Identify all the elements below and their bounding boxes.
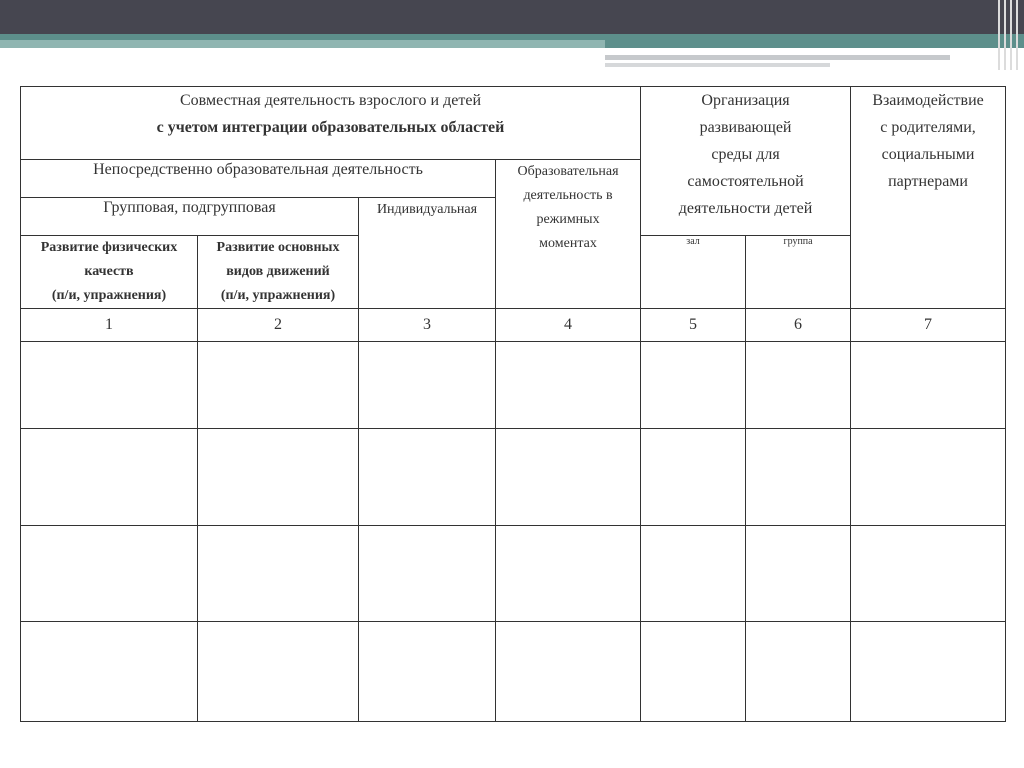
table-cell[interactable] (359, 429, 496, 526)
group-subgroup-header: Групповая, подгрупповая (21, 198, 359, 236)
column-number: 1 (21, 309, 198, 342)
planning-table-container (20, 86, 1005, 718)
table-cell[interactable] (359, 622, 496, 722)
table-cell[interactable] (21, 526, 198, 622)
top-decorative-bar (0, 0, 1024, 34)
table-row (21, 622, 1006, 722)
individual-header: Индивидуальная (359, 198, 496, 309)
table-row (21, 342, 1006, 429)
direct-activity-header: Непосредственно образовательная деятельность (21, 160, 496, 198)
group-header: группа (746, 236, 851, 309)
table-cell[interactable] (198, 622, 359, 722)
table-cell[interactable] (198, 342, 359, 429)
corner-vertical-lines (996, 0, 1024, 70)
column-number: 7 (851, 309, 1006, 342)
table-cell[interactable] (746, 526, 851, 622)
white-stripe (605, 48, 1024, 55)
table-cell[interactable] (641, 622, 746, 722)
gray-stripe-lower (605, 63, 830, 67)
hall-header: зал (641, 236, 746, 309)
regime-activity-header: Образовательная деятельность в режимных моментах (496, 160, 641, 309)
table-cell[interactable] (21, 429, 198, 526)
table-cell[interactable] (198, 526, 359, 622)
table-cell[interactable] (851, 622, 1006, 722)
joint-activity-header (21, 87, 641, 160)
column-number: 2 (198, 309, 359, 342)
column-number: 4 (496, 309, 641, 342)
table-row (21, 429, 1006, 526)
basic-movements-header: Развитие основных видов движений (п/и, упражнения) (198, 236, 359, 309)
table-cell[interactable] (746, 429, 851, 526)
physical-qualities-header: Развитие физических качеств (п/и, упражнения) (21, 236, 198, 309)
table-cell[interactable] (359, 342, 496, 429)
table-cell[interactable] (746, 342, 851, 429)
table-cell[interactable] (641, 429, 746, 526)
table-row (21, 526, 1006, 622)
table-cell[interactable] (496, 342, 641, 429)
planning-table (20, 86, 1006, 722)
table-cell[interactable] (851, 526, 1006, 622)
interaction-header: Взаимодействие с родителями, социальными партнерами (851, 87, 1006, 309)
column-number: 3 (359, 309, 496, 342)
table-cell[interactable] (198, 429, 359, 526)
table-cell[interactable] (641, 526, 746, 622)
teal-light-stripe (0, 40, 605, 48)
table-cell[interactable] (746, 622, 851, 722)
table-cell[interactable] (851, 429, 1006, 526)
environment-header: Организация развивающей среды для самостоятельной деятельности детей (641, 87, 851, 236)
table-cell[interactable] (21, 342, 198, 429)
table-cell[interactable] (359, 526, 496, 622)
table-cell[interactable] (851, 342, 1006, 429)
column-number: 5 (641, 309, 746, 342)
gray-stripe (605, 55, 950, 60)
table-cell[interactable] (496, 526, 641, 622)
table-cell[interactable] (641, 342, 746, 429)
joint-activity-title: Совместная деятельность взрослого и детей (180, 92, 482, 109)
joint-activity-subtitle: с учетом интеграции образовательных областей (156, 119, 505, 136)
table-cell[interactable] (496, 429, 641, 526)
table-cell[interactable] (21, 622, 198, 722)
column-number: 6 (746, 309, 851, 342)
table-cell[interactable] (496, 622, 641, 722)
column-numbers-row (21, 309, 1006, 342)
